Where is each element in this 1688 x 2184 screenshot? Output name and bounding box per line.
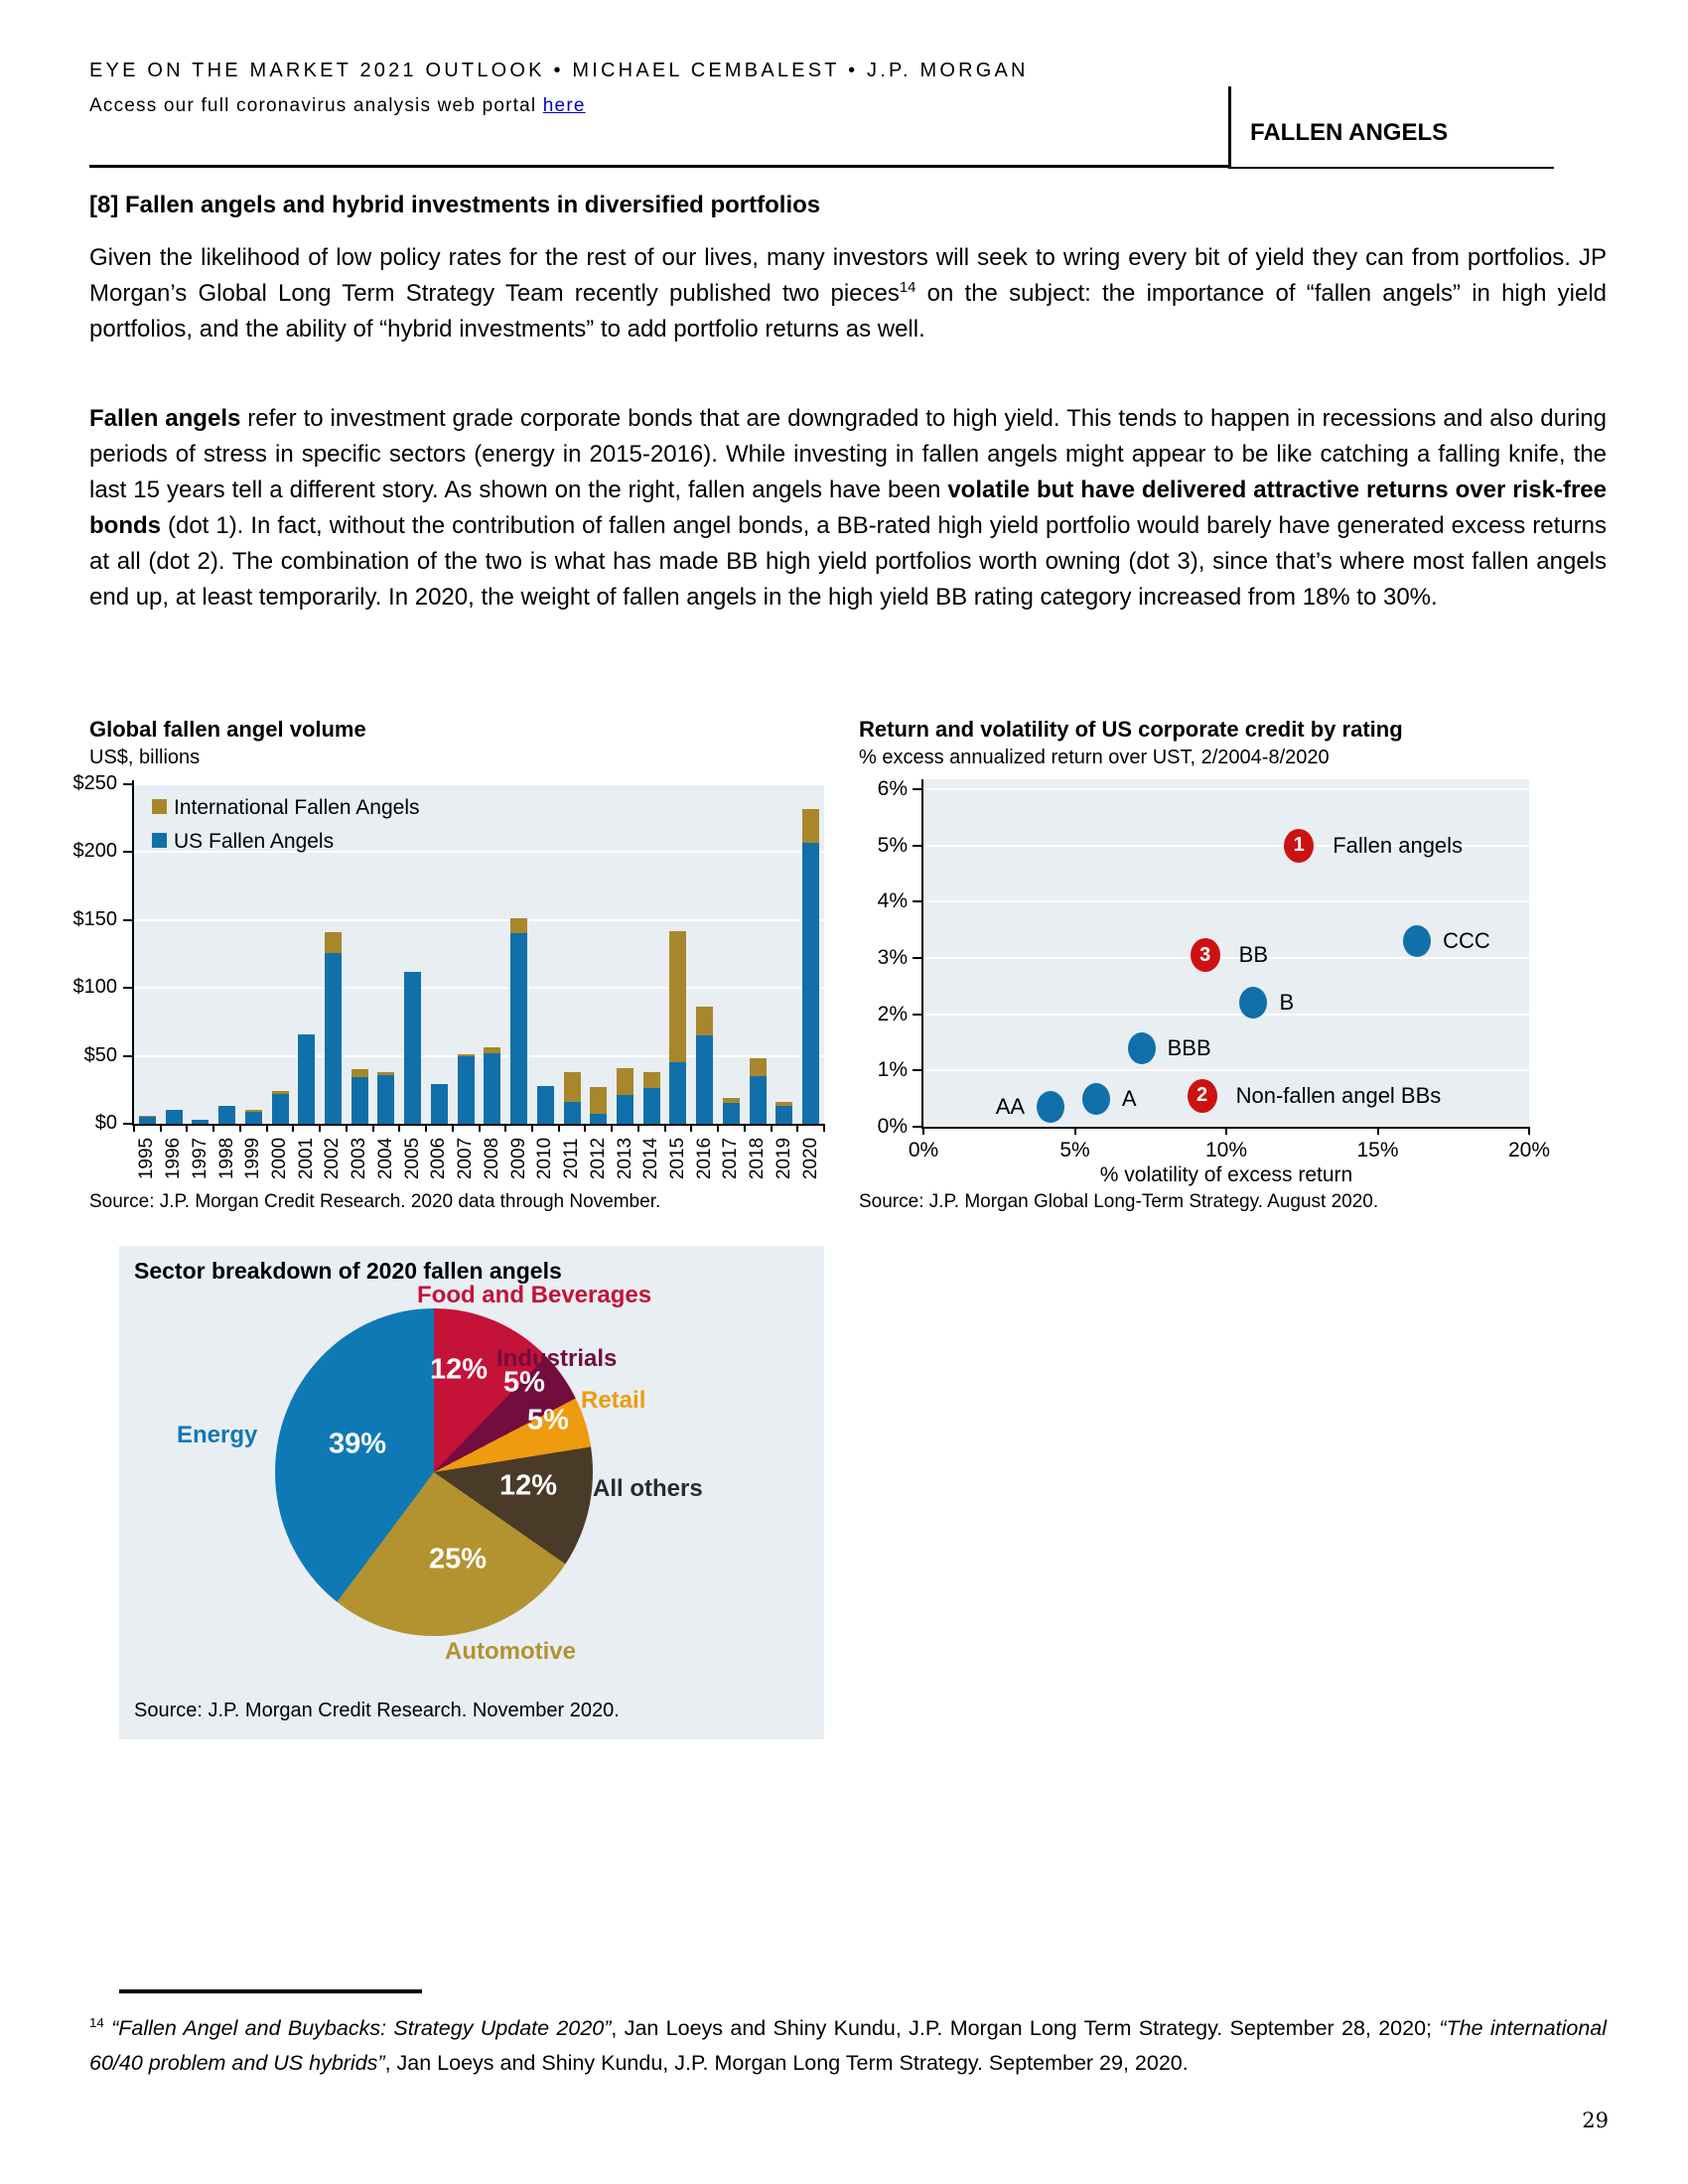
bar-x-category-label: 2016 <box>693 1137 715 1180</box>
bar-chart-title: Global fallen angel volume <box>89 717 366 742</box>
scatter-dot-bbb <box>1128 1032 1156 1064</box>
bar-y-tick-label: $0 <box>94 1112 117 1134</box>
section-heading: [8] Fallen angels and hybrid investments in diversified portfolios <box>89 192 821 218</box>
pie-slice-label: Energy <box>177 1422 258 1448</box>
bar-segment-intl-2002 <box>325 932 342 953</box>
bar-x-category-label: 2003 <box>349 1137 370 1180</box>
bar-segment-intl-1999 <box>245 1110 262 1111</box>
pie-slice-label: Automotive <box>445 1638 576 1665</box>
scatter-point-label: Non-fallen angel BBs <box>1235 1082 1442 1108</box>
scatter-x-tick <box>922 1127 924 1135</box>
bar-x-tick <box>292 1124 294 1132</box>
scatter-y-tick-label: 4% <box>877 889 908 913</box>
text-segment: Given the likelihood of low policy rates for the rest of our lives, many investors will seek to wring every bit of yield they can from portfolios. JP Morgan’s Global Long Term Strategy Team recently published two pieces <box>89 244 1607 307</box>
bar-segment-intl-2003 <box>352 1069 368 1077</box>
legend-label: International Fallen Angels <box>174 796 420 819</box>
bar-x-category-label: 1997 <box>189 1137 211 1180</box>
bar-x-category-label: 2011 <box>561 1138 583 1179</box>
bar-segment-us-1995 <box>139 1117 156 1124</box>
pie-slice-label: Retail <box>581 1387 646 1414</box>
section-tag: FALLEN ANGELS <box>1250 119 1449 146</box>
bar-segment-us-2017 <box>723 1103 740 1124</box>
bar-segment-us-2011 <box>564 1102 581 1124</box>
bar-segment-intl-2007 <box>458 1054 475 1055</box>
bar-x-tick <box>398 1124 400 1132</box>
text-segment: “The international 60/40 problem and US hybrids” <box>89 2016 1608 2075</box>
bar-x-tick <box>452 1124 454 1132</box>
bar-y-tick <box>123 1055 132 1057</box>
scatter-x-tick <box>1074 1127 1076 1135</box>
bar-segment-us-2013 <box>617 1095 633 1124</box>
bar-segment-intl-1995 <box>139 1116 156 1117</box>
bar-segment-us-2002 <box>325 953 342 1124</box>
bar-x-tick <box>160 1124 162 1132</box>
bar-gridline <box>134 919 824 921</box>
bar-segment-intl-2018 <box>750 1058 767 1076</box>
scatter-marker-2: 2 <box>1188 1079 1217 1113</box>
bar-segment-intl-2017 <box>723 1098 740 1103</box>
scatter-gridline <box>923 900 1529 902</box>
bar-segment-intl-2015 <box>669 931 686 1063</box>
portal-line <box>89 95 586 117</box>
scatter-y-tick <box>913 957 921 959</box>
pie-percent-label: 25% <box>428 1543 488 1575</box>
scatter-point-label: CCC <box>1443 927 1490 953</box>
bar-y-tick <box>123 987 132 989</box>
bar-segment-us-1997 <box>192 1120 209 1124</box>
bar-segment-intl-2008 <box>484 1047 500 1052</box>
text-segment: (dot 1). In fact, without the contribution of fallen angel bonds, a BB-rated high yield portfolio would barely have generated excess returns at all (dot 2). The combination of the two is what has made BB high yield portfolios worth owning (dot 3), since that’s where most fallen angels end up, at least temporarily. In 2020, the weight of fallen angels in the high yield BB rating category increased from 18% to 30%. <box>89 512 1607 611</box>
bar-segment-us-2016 <box>696 1035 713 1124</box>
bar-x-category-label: 1995 <box>136 1137 158 1180</box>
header-divider <box>1228 86 1231 168</box>
bar-segment-us-2007 <box>458 1056 475 1124</box>
bar-segment-intl-2014 <box>643 1072 660 1088</box>
scatter-x-tick <box>1528 1127 1530 1135</box>
text-segment: volatile but have delivered attractive returns over risk-free bonds <box>89 477 1607 539</box>
scatter-subtitle: % excess annualized return over UST, 2/2004-8/2020 <box>859 747 1330 768</box>
bar-x-tick <box>425 1124 427 1132</box>
bar-x-category-label: 2010 <box>534 1137 556 1180</box>
bar-segment-us-2020 <box>802 843 819 1124</box>
scatter-y-tick <box>913 1014 921 1016</box>
legend-item <box>152 796 450 818</box>
bar-x-tick <box>479 1124 481 1132</box>
bar-x-tick <box>266 1124 268 1132</box>
scatter-y-tick-label: 6% <box>877 776 908 800</box>
bar-segment-intl-2000 <box>272 1091 289 1094</box>
header-rule-right <box>1228 167 1554 169</box>
bar-x-category-label: 2009 <box>507 1137 529 1180</box>
bar-y-tick <box>123 783 132 785</box>
scatter-y-axis <box>921 779 923 1129</box>
portal-here-link[interactable]: here <box>542 95 586 116</box>
text-segment: on the subject: the importance of “fallen angels” in high yield portfolios, and the ability of “hybrid investments” to add portfolio returns as well. <box>89 280 1608 342</box>
bar-y-tick <box>123 1123 132 1125</box>
bar-x-category-label: 2005 <box>401 1137 423 1180</box>
scatter-dot-ccc <box>1403 925 1431 957</box>
scatter-x-tick-label: 20% <box>1507 1139 1551 1161</box>
bar-x-category-label: 2014 <box>640 1137 662 1180</box>
bar-y-tick <box>123 919 132 921</box>
bar-segment-us-2006 <box>431 1084 448 1124</box>
report-masthead: EYE ON THE MARKET 2021 OUTLOOK • MICHAEL CEMBALEST • J.P. MORGAN <box>89 60 1029 81</box>
scatter-marker-3: 3 <box>1191 938 1220 972</box>
bar-x-tick <box>372 1124 374 1132</box>
text-segment: “Fallen Angel and Buybacks: Strategy Update 2020” <box>103 2016 612 2040</box>
bar-x-tick <box>664 1124 666 1132</box>
bar-x-category-label: 2004 <box>374 1137 396 1180</box>
portal-line-text: Access our full coronavirus analysis web portal <box>89 95 543 116</box>
scatter-gridline <box>923 957 1529 959</box>
bar-x-tick <box>504 1124 506 1132</box>
bar-segment-us-2005 <box>404 972 421 1124</box>
pie-slice-label: Food and Beverages <box>417 1282 652 1308</box>
bar-x-category-label: 2017 <box>720 1137 742 1180</box>
bar-gridline <box>134 783 824 785</box>
bar-x-category-label: 2012 <box>587 1137 609 1180</box>
scatter-x-tick-label: 15% <box>1356 1139 1399 1161</box>
bar-x-tick <box>823 1124 825 1132</box>
scatter-point-label: Fallen angels <box>1333 832 1464 858</box>
bar-x-tick <box>558 1124 560 1132</box>
scatter-y-tick-label: 2% <box>877 1002 908 1025</box>
bar-segment-intl-2020 <box>802 809 819 843</box>
legend-swatch <box>152 799 167 814</box>
scatter-y-tick <box>913 845 921 847</box>
scatter-x-tick <box>1225 1127 1227 1135</box>
bar-segment-us-1998 <box>218 1106 235 1124</box>
text-segment: , Jan Loeys and Shiny Kundu, J.P. Morgan Long Term Strategy. September 28, 2020; <box>611 2016 1440 2040</box>
bar-x-tick <box>346 1124 348 1132</box>
scatter-y-tick <box>913 900 921 902</box>
bar-segment-intl-2009 <box>510 918 527 933</box>
bar-x-tick <box>717 1124 719 1132</box>
text-segment: 14 <box>899 280 916 296</box>
bar-y-tick-label: $250 <box>72 772 117 794</box>
bar-x-tick <box>771 1124 773 1132</box>
scatter-plot-area <box>923 779 1529 1127</box>
bar-segment-us-2009 <box>510 933 527 1124</box>
text-segment: Fallen angels <box>89 405 241 432</box>
scatter-title: Return and volatility of US corporate credit by rating <box>859 717 1403 742</box>
bar-segment-us-2003 <box>352 1077 368 1124</box>
bar-x-tick <box>319 1124 321 1132</box>
scatter-y-tick <box>913 1126 921 1128</box>
bar-segment-intl-2004 <box>377 1072 394 1075</box>
bar-x-tick <box>239 1124 241 1132</box>
bar-x-category-label: 2013 <box>614 1137 635 1180</box>
text-segment: 14 <box>89 2014 104 2030</box>
bar-x-category-label: 2006 <box>428 1137 450 1180</box>
pie-percent-label: 5% <box>503 1366 545 1399</box>
bar-segment-intl-2012 <box>590 1087 607 1114</box>
footnote <box>89 2011 1607 2081</box>
bar-x-category-label: 2002 <box>322 1137 344 1180</box>
pie-slice-label: Industrials <box>496 1345 618 1372</box>
bar-segment-us-2001 <box>298 1034 315 1124</box>
pie-panel <box>119 1246 824 1739</box>
bar-y-tick-label: $200 <box>72 840 117 863</box>
scatter-y-tick-label: 1% <box>877 1058 908 1082</box>
legend-label: US Fallen Angels <box>174 830 335 853</box>
pie-source: Source: J.P. Morgan Credit Research. November 2020. <box>134 1700 620 1721</box>
bar-gridline <box>134 987 824 989</box>
pie-percent-label: 12% <box>429 1353 489 1386</box>
bar-x-category-label: 2008 <box>481 1137 502 1180</box>
bar-chart-subtitle: US$, billions <box>89 747 201 768</box>
bar-segment-intl-2016 <box>696 1007 713 1035</box>
bar-x-tick <box>796 1124 798 1132</box>
scatter-dot-a <box>1082 1083 1110 1115</box>
scatter-gridline <box>923 788 1529 790</box>
bar-x-tick <box>186 1124 188 1132</box>
bar-x-category-label: 2018 <box>747 1137 769 1180</box>
pie-slice-label: All others <box>593 1475 703 1502</box>
bar-x-tick <box>531 1124 533 1132</box>
text-segment: refer to investment grade corporate bonds that are downgraded to high yield. This tends to happen in recessions and also during periods of stress in specific sectors (energy in 2015-2016). While investing in fallen angels might appear to be like catching a falling knife, the last 15 years tell a different story. As shown on the right, fallen angels have been <box>89 405 1607 503</box>
scatter-y-tick <box>913 788 921 790</box>
bar-chart-source: Source: J.P. Morgan Credit Research. 2020 data through November. <box>89 1191 661 1212</box>
scatter-y-tick-label: 5% <box>877 833 908 857</box>
bar-y-tick-label: $100 <box>72 976 117 999</box>
header-rule <box>89 165 1228 168</box>
scatter-point-label: BB <box>1238 942 1268 968</box>
bar-x-tick <box>611 1124 613 1132</box>
scatter-xaxis-label: % volatility of excess return <box>1099 1163 1353 1186</box>
scatter-y-tick-label: 0% <box>877 1115 908 1138</box>
bar-x-tick <box>690 1124 692 1132</box>
bar-segment-us-2000 <box>272 1094 289 1124</box>
bar-x-tick <box>584 1124 586 1132</box>
bar-x-category-label: 2020 <box>799 1137 821 1180</box>
bar-segment-us-1999 <box>245 1112 262 1124</box>
scatter-x-tick <box>1377 1127 1379 1135</box>
pie-percent-label: 5% <box>527 1404 569 1436</box>
scatter-point-label: A <box>1121 1085 1137 1111</box>
bar-x-tick <box>212 1124 214 1132</box>
scatter-gridline <box>923 1069 1529 1071</box>
scatter-point-label: BBB <box>1167 1034 1211 1060</box>
footnote-separator <box>119 1989 422 1993</box>
scatter-source: Source: J.P. Morgan Global Long-Term Strategy. August 2020. <box>859 1191 1379 1212</box>
bar-x-category-label: 1999 <box>242 1137 264 1180</box>
bar-segment-us-2004 <box>377 1075 394 1124</box>
scatter-marker-1: 1 <box>1284 829 1314 863</box>
bar-segment-us-2012 <box>590 1114 607 1124</box>
scatter-y-tick-label: 3% <box>877 945 908 969</box>
bar-segment-intl-2011 <box>564 1072 581 1102</box>
bar-x-category-label: 2000 <box>269 1137 291 1180</box>
bar-x-tick <box>133 1124 135 1132</box>
legend-swatch <box>152 833 167 848</box>
page-number: 29 <box>1582 2109 1609 2132</box>
bar-y-axis <box>132 780 134 1124</box>
bar-y-tick-label: $50 <box>83 1043 117 1066</box>
bar-x-category-label: 1998 <box>215 1137 237 1180</box>
bar-segment-us-2015 <box>669 1062 686 1124</box>
scatter-y-tick <box>913 1069 921 1071</box>
pie-percent-label: 39% <box>328 1428 387 1460</box>
bar-segment-us-1996 <box>166 1110 183 1124</box>
bar-segment-us-2010 <box>537 1086 554 1124</box>
bar-x-category-label: 2015 <box>666 1137 688 1180</box>
scatter-point-label: AA <box>995 1094 1026 1120</box>
paragraph-1 <box>89 240 1607 347</box>
bar-x-category-label: 2019 <box>773 1137 794 1180</box>
bar-gridline <box>134 1055 824 1057</box>
bar-segment-intl-2013 <box>617 1068 633 1095</box>
paragraph-2 <box>89 401 1607 615</box>
scatter-x-tick-label: 10% <box>1204 1139 1248 1161</box>
bar-segment-us-2018 <box>750 1076 767 1124</box>
bar-x-category-label: 1996 <box>163 1137 185 1180</box>
bar-y-tick <box>123 851 132 853</box>
pie-title: Sector breakdown of 2020 fallen angels <box>134 1258 562 1284</box>
scatter-gridline <box>923 1014 1529 1016</box>
scatter-point-label: B <box>1279 990 1295 1016</box>
bar-segment-us-2014 <box>643 1088 660 1124</box>
bar-x-category-label: 2001 <box>295 1137 317 1180</box>
bar-x-tick <box>637 1124 639 1132</box>
bar-x-tick <box>744 1124 746 1132</box>
text-segment: , Jan Loeys and Shiny Kundu, J.P. Morgan Long Term Strategy. September 29, 2020. <box>384 2051 1189 2075</box>
bar-x-category-label: 2007 <box>455 1137 477 1180</box>
legend-item <box>152 830 450 852</box>
scatter-x-tick-label: 5% <box>1059 1139 1090 1161</box>
scatter-x-tick-label: 0% <box>908 1139 939 1161</box>
bar-y-tick-label: $150 <box>72 907 117 930</box>
pie-percent-label: 12% <box>498 1469 558 1502</box>
bar-segment-us-2008 <box>484 1053 500 1124</box>
